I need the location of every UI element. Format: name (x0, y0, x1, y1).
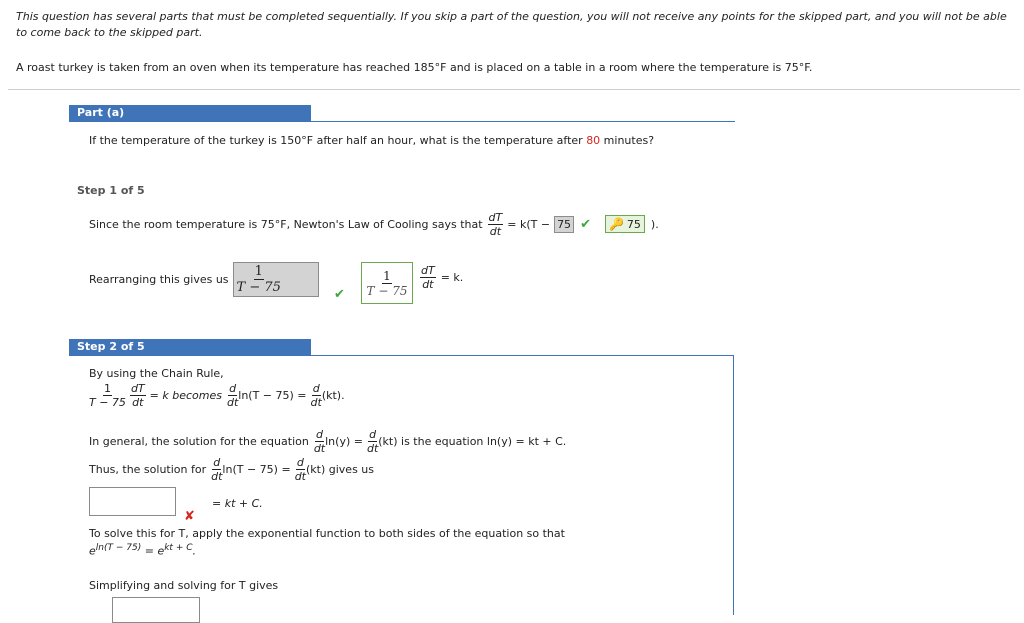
step1-header: Step 1 of 5 (77, 184, 145, 197)
chain-rule-text: By using the Chain Rule, (89, 367, 224, 380)
highlighted-number: 80 (586, 134, 601, 147)
dT-dt-eq-k: $\frac{dT}{dt}$ = k. (421, 264, 464, 291)
correct-check-icon: ✔ (580, 216, 591, 232)
exponential-equation: $e^{ln(T - 75)} = e^{kt + C}$. (89, 543, 197, 558)
intro-divider (8, 89, 1020, 90)
answer-input-ln[interactable] (89, 487, 176, 516)
answer-box-room-temp[interactable]: 75 (554, 216, 574, 233)
incorrect-x-icon: ✘ (184, 509, 195, 524)
part-a-rule (69, 121, 735, 122)
chain-rule-equation: $\frac{1}{T - 75}$ $\frac{dT}{dt}$ = k becomes $\frac{d}{dt}$ ln(T − 75) = $\frac{d}{dt}$ (kt). (89, 382, 345, 409)
general-solution-line: In general, the solution for the equation $\frac{d}{dt}$ ln(y) = $\frac{d}{dt}$ (kt) is the equation ln(y) = kt + C. (89, 428, 567, 455)
simplifying-text: Simplifying and solving for T gives (89, 579, 279, 592)
problem-statement: A roast turkey is taken from an oven when its temperature has reached 185°F and is placed on a table in a room where the temperature is 75°F. (16, 61, 813, 74)
part-a-question: If the temperature of the turkey is 150°F after half an hour, what is the temperature after 80 minutes? (89, 134, 655, 147)
eq-kt-plus-c: = kt + C. (212, 497, 263, 510)
newton-law-line: Since the room temperature is 75°F, Newton's Law of Cooling says that $\frac{dT}{dt}$ = k(T − 75 ✔ 🔑 75 ). (89, 210, 659, 238)
dT-dt-fraction: $\frac{dT}{dt}$ (488, 210, 503, 238)
answer-box-rearranged[interactable]: $\frac{1}{T - 75}$ (233, 262, 319, 297)
key-answer-box[interactable]: 🔑 75 (605, 215, 645, 233)
part-a-header: Part (a) (69, 105, 311, 121)
key-answer-fraction[interactable]: $\frac{1}{T - 75}$ (361, 262, 413, 304)
thus-line: Thus, the solution for $\frac{d}{dt}$ ln(T − 75) = $\frac{d}{dt}$ (kt) gives us (89, 456, 374, 483)
solve-text: To solve this for T, apply the exponential function to both sides of the equation so that (89, 527, 565, 540)
step2-header: Step 2 of 5 (69, 339, 311, 355)
answer-input-T[interactable] (112, 597, 200, 623)
instructions-warning: This question has several parts that must be completed sequentially. If you skip a part of the question, you will not receive any points for the skipped part, and you will not be able to come back to the skipped part. (16, 10, 1007, 39)
rearranging-line: Rearranging this gives us $\frac{1}{T - 75}$ (89, 260, 319, 298)
correct-check-icon-2: ✔ (334, 287, 345, 302)
key-icon: 🔑 (608, 217, 624, 231)
